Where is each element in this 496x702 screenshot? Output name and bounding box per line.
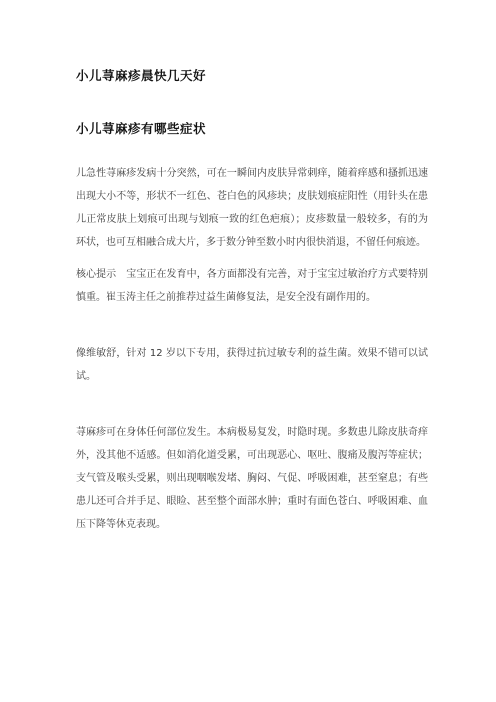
section-heading: 小儿荨麻疹有哪些症状 (76, 121, 207, 136)
paragraph-key-tip: 核心提示 宝宝正在发育中，各方面都没有完善，对于宝宝过敏治疗方式要特别慎重。崔玉涛主任之前推荐过益生菌修复法，是安全没有副作用的。 (76, 269, 428, 303)
document-title: 小儿荨麻疹晨快几天好 (76, 68, 207, 83)
paragraph-complications: 荨麻疹可在身体任何部位发生。本病极易复发，时隐时现。多数患儿除皮肤奇痒外，没其他不适感。但如消化道受累，可出现恶心、呕吐、腹痛及腹泻等症状；支气管及喉头受累，则出现咽喉发堵、胸闷、气促、呼吸困难，甚至窒息；有些患儿还可合并手足、眼睑、甚至整个面部水肿；重时有面色苍白、呼吸困难、血压下降等休克表现。 (76, 427, 428, 530)
paragraph-symptoms: 儿急性荨麻疹发病十分突然，可在一瞬间内皮肤异常刺痒，随着痒感和搔抓迅速出现大小不等，形状不一红色、苍白色的风疹块；皮肤划痕症阳性（用针头在患儿正常皮肤上划痕可出现与划痕一致的红色疤痕）；皮疹数量一般较多，有的为环状，也可互相融合成大片，多于数分钟至数小时内很快消退，不留任何痕迹。 (76, 168, 428, 248)
paragraph-probiotic: 像维敏舒，针对 12 岁以下专用，获得过抗过敏专利的益生菌。效果不错可以试试。 (76, 348, 428, 382)
